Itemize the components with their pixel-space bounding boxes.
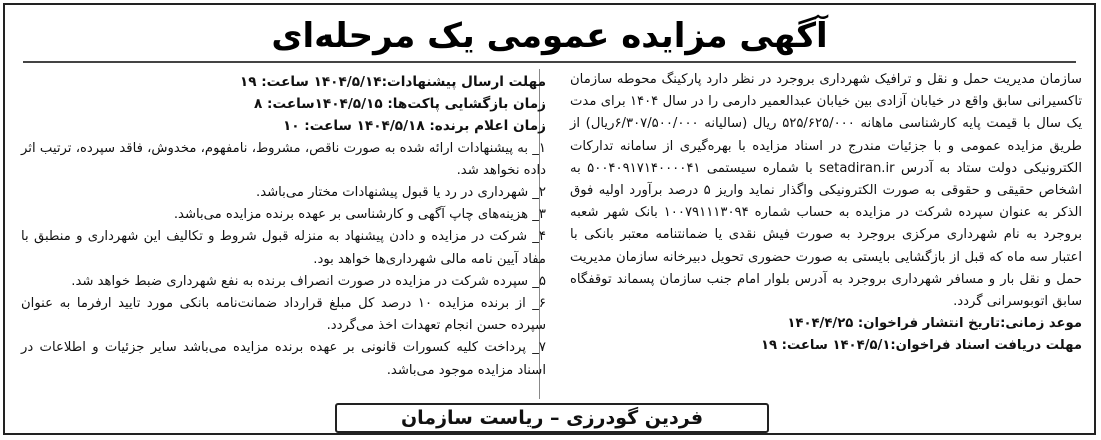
title-underline [23,61,1076,63]
document-deadline: مهلت دریافت اسناد فراخوان:۱۴۰۴/۵/۱ ساعت: ۱۹ [760,338,1082,354]
body-paragraph: سازمان مدیریت حمل و نقل و ترافیک شهرداری بروجرد در نظر دارد پارکینگ محوطه سازمان تاکسیرانی سابق واقع در خیابان آزادی بین خیابان عبدالعمیر دارمی را در سال ۱۴۰۴ برای مدت یک سال با قیمت پایه کارشناسی ماهانه ۵۲۵/۶۲۵/۰۰۰ ریال (سالیانه ۶/۳۰۷/۵۰۰/۰۰۰ریال) از طریق مزایده عمومی و با جزئیات مندرج در اسناد مزایده با بهره‌گیری از سامانه تدارکات الکترونیکی دولت ستاد به آدرس setadiran.ir با شماره سیستمی ۵۰۰۴۰۹۱۷۱۴۰۰۰۰۴۱ به اشخاص حقیقی و حقوقی به صورت الکترونیکی واگذار نماید واریز ۵ درصد برآورد اولیه فوق الذکر به عنوان سپرده شرکت در مزایده به حساب شماره ۱۰۰۷۹۱۱۱۳۰۹۴ بانک شهر شعبه بروجرد به نام شهرداری مرکزی بروجرد به صورت فیش نقدی یا ضمانتنامه معتبر بانکی با اعتبار سه ماه که قبل از بازگشایی بایستی به صورت حضوری تحویل دبیرخانه سازمان مدیریت حمل و نقل بار و مسافر شهرداری بروجرد به آدرس بلوار امام جنب سازمان پسماند توقفگاه سابق اتوبوسرانی گردد. [570,72,1083,310]
envelope-opening-time: زمان بازگشایی پاکت‌ها: ۱۴۰۴/۵/۱۵ساعت: ۸ [253,96,546,113]
main-body-column [570,69,1082,358]
winner-announcement-time: زمان اعلام برنده: ۱۴۰۴/۵/۱۸ ساعت: ۱۰ [282,118,546,135]
publish-date: موعد زمانی:تاریخ انتشار فراخوان: ۱۴۰۴/۴/۲۵ [787,316,1082,332]
signature-text: فردین گودرزی – ریاست سازمان [400,407,704,429]
signature-box [335,403,769,433]
condition-item: ۴_ شرکت در مزایده و دادن پیشنهاد به منزله قبول شروط و تکالیف این شهرداری و منطبق با مفاد آیین نامه مالی شهرداری‌ها خواهد بود. [21,229,546,267]
condition-item: ۱_ به پیشنهادات ارائه شده به صورت ناقص، مشروط، نامفهوم، مخدوش، فاقد سپرده، ترتیب اثر داده نخواهد شد. [21,140,546,178]
condition-item: ۲_ شهرداری در رد یا قبول پیشنهادات مختار می‌باشد. [256,185,546,201]
title-bar [5,13,1094,59]
condition-item: ۷_ پرداخت کلیه کسورات قانونی بر عهده برنده مزایده می‌باشد سایر جزئیات و اطلاعات در اسناد مزایده موجود می‌باشد. [21,340,546,378]
submission-deadline: مهلت ارسال پیشنهادات:۱۴۰۴/۵/۱۴ ساعت: ۱۹ [239,74,546,90]
condition-item: ۶_ از برنده مزایده ۱۰ درصد کل مبلغ قرارداد ضمانت‌نامه بانکی مورد تایید ارفرما به عنوان سپرده حسن انجام تعهدات اخذ می‌گردد. [21,296,546,334]
condition-item: ۵_ سپرده شرکت در مزایده در صورت انصراف برنده به نفع شهرداری ضبط خواهد شد. [71,273,546,289]
condition-item: ۳_ هزینه‌های چاپ آگهی و کارشناسی بر عهده برنده مزایده می‌باشد. [173,207,546,223]
conditions-column [21,71,546,382]
notice-frame [3,3,1096,435]
notice-title: آگهی مزایده عمومی یک مرحله‌ای [241,16,857,56]
